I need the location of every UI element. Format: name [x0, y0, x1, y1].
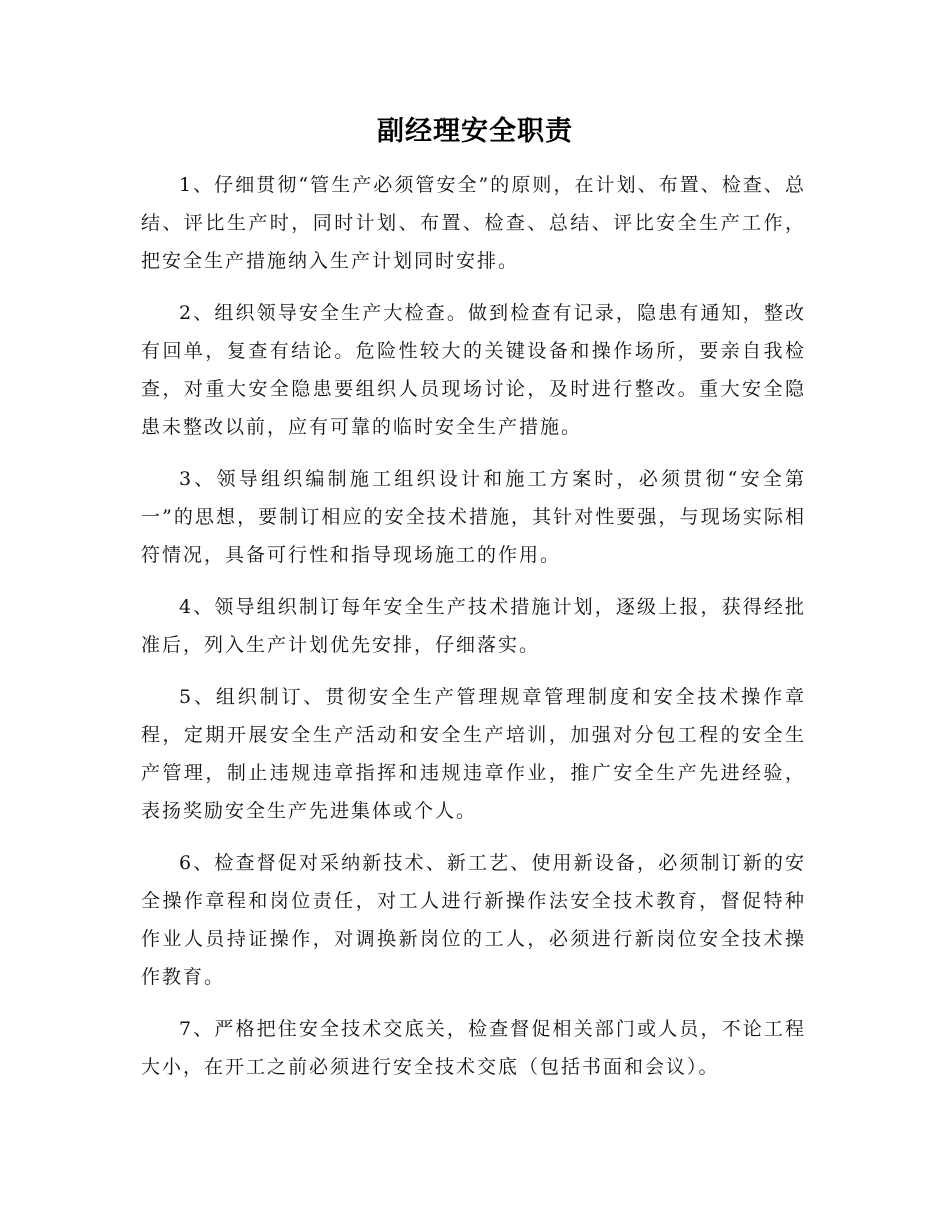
paragraph-3: 3、领导组织编制施工组织设计和施工方案时，必须贯彻“安全第一”的思想，要制订相应的安全技术措施，其针对性要强，与现场实际相符情况，具备可行性和指导现场施工的作用。	[141, 468, 806, 566]
document-body	[141, 166, 806, 1100]
document-title: 副经理安全职责	[377, 116, 573, 147]
paragraph-5: 5、组织制订、贯彻安全生产管理规章管理制度和安全技术操作章程，定期开展安全生产活动和安全生产培训，加强对分包工程的安全生产管理，制止违规违章指挥和违规违章作业，推广安全生产先进经验，表扬奖励安全生产先进集体或个人。	[141, 686, 806, 822]
paragraph-1: 1、仔细贯彻“管生产必须管安全”的原则，在计划、布置、检查、总结、评比生产时，同时计划、布置、检查、总结、评比安全生产工作，把安全生产措施纳入生产计划同时安排。	[141, 174, 806, 272]
paragraph-6: 6、检查督促对采纳新技术、新工艺、使用新设备，必须制订新的安全操作章程和岗位责任，对工人进行新操作法安全技术教育，督促特种作业人员持证操作，对调换新岗位的工人，必须进行新岗位安全技术操作教育。	[141, 852, 806, 988]
paragraph-2: 2、组织领导安全生产大检查。做到检查有记录，隐患有通知，整改有回单，复查有结论。危险性较大的关键设备和操作场所，要亲自我检查，对重大安全隐患要组织人员现场讨论，及时进行整改。重大安全隐患未整改以前，应有可靠的临时安全生产措施。	[141, 302, 806, 438]
paragraph-4: 4、领导组织制订每年安全生产技术措施计划，逐级上报，获得经批准后，列入生产计划优先安排，仔细落实。	[141, 596, 806, 656]
paragraph-7: 7、严格把住安全技术交底关，检查督促相关部门或人员，不论工程大小，在开工之前必须进行安全技术交底（包括书面和会议）。	[141, 1018, 806, 1078]
